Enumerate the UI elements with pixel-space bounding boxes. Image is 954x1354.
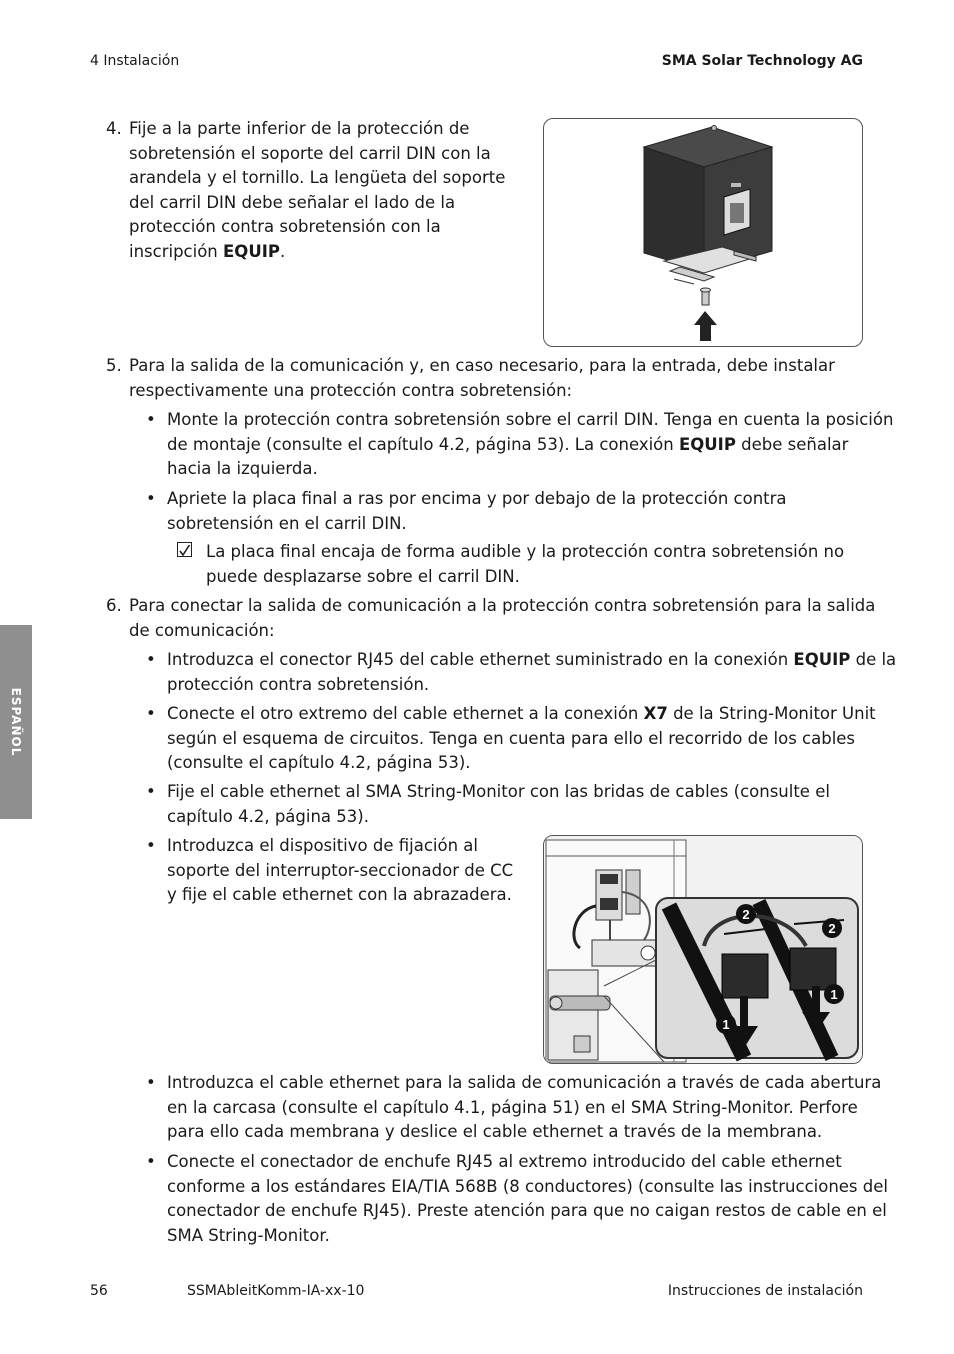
- text-line: en la carcasa (consulte el capítulo 4.1, página 51) en el SMA String-Monitor. Perfore: [167, 1097, 858, 1117]
- text-line: conforme a los estándares EIA/TIA 568B (8 conductores) (consulte las instrucciones del: [167, 1176, 888, 1196]
- text-line: sobretensión en el carril DIN.: [167, 513, 407, 533]
- cable-clamp-figure: [543, 835, 863, 1064]
- callout-2-top: [736, 904, 756, 924]
- text-line: y fije el cable ethernet con la abrazadera.: [167, 885, 512, 905]
- text-line: sobretensión el soporte del carril DIN con la: [129, 143, 491, 163]
- svg-text:1: 1: [830, 987, 838, 1002]
- text-line: de montaje (consulte el capítulo 4.2, página 53). La conexión EQUIP debe señalar: [167, 434, 849, 454]
- svg-text:2: 2: [828, 921, 836, 936]
- document-code: SSMAbleitKomm-IA-xx-10: [187, 1283, 365, 1299]
- step-text: [129, 594, 875, 643]
- checkmark-icon: [177, 542, 192, 557]
- text-line: hacia la izquierda.: [167, 459, 318, 479]
- surge-protector-figure: [543, 118, 863, 347]
- svg-text:2: 2: [742, 907, 750, 922]
- text-line: del carril DIN debe señalar el lado de la: [129, 192, 456, 212]
- document-title: Instrucciones de instalación: [667, 1283, 863, 1299]
- step-text: [129, 117, 505, 265]
- text-line: Apriete la placa final a ras por encima y por debajo de la protección contra: [167, 489, 787, 508]
- text-line: respectivamente una protección contra sobretensión:: [129, 380, 573, 400]
- text-line: Introduzca el conector RJ45 del cable ethernet suministrado en la conexión EQUIP de la: [167, 650, 897, 669]
- text-line: de comunicación:: [129, 620, 275, 640]
- step-text: [129, 354, 835, 403]
- result-text: [206, 540, 844, 589]
- text-line: protección contra sobretensión.: [167, 674, 430, 694]
- language-label: ESPAÑOL: [9, 687, 23, 757]
- header-company: SMA Solar Technology AG: [661, 53, 863, 69]
- text-line: Fije a la parte inferior de la protección de: [129, 119, 470, 138]
- text-line: Conecte el conectador de enchufe RJ45 al extremo introducido del cable ethernet: [167, 1152, 842, 1171]
- cable-clamp-illustration: [544, 836, 862, 1063]
- text-line: Fije el cable ethernet al SMA String-Monitor con las bridas de cables (consulte el: [167, 782, 830, 801]
- callout-1-left: [716, 1014, 736, 1034]
- step-number: 6.: [106, 596, 122, 615]
- text-line: SMA String-Monitor.: [167, 1225, 330, 1245]
- text-line: Monte la protección contra sobretensión sobre el carril DIN. Tenga en cuenta la posición: [167, 410, 894, 429]
- header-section: 4 Instalación: [90, 53, 180, 69]
- text-line: inscripción EQUIP.: [129, 241, 286, 261]
- text-line: conectador de enchufe RJ45). Preste atención para que no caigan restos de cable en el: [167, 1201, 887, 1221]
- text-line: soporte del interruptor-seccionador de CC: [167, 860, 514, 880]
- text-line: (consulte el capítulo 4.2, página 53).: [167, 753, 471, 773]
- language-side-tab: [0, 625, 32, 819]
- text-line: Conecte el otro extremo del cable ethernet a la conexión X7 de la String-Monitor Unit: [167, 704, 876, 723]
- text-line: para ello cada membrana y deslice el cable ethernet a través de la membrana.: [167, 1122, 823, 1142]
- text-line: según el esquema de circuitos. Tenga en cuenta para ello el recorrido de los cables: [167, 728, 856, 748]
- text-line: Introduzca el cable ethernet para la salida de comunicación a través de cada abertura: [167, 1073, 882, 1092]
- page-number: 56: [90, 1283, 108, 1299]
- step-number: 5.: [106, 356, 122, 375]
- text-line: Para conectar la salida de comunicación a la protección contra sobretensión para la salida: [129, 596, 876, 615]
- surge-protector-illustration: [544, 119, 862, 346]
- callout-1-right: [824, 984, 844, 1004]
- step-number: 4.: [106, 119, 122, 138]
- callout-2-right: [822, 918, 842, 938]
- text-line: puede desplazarse sobre el carril DIN.: [206, 566, 520, 586]
- text-line: Para la salida de la comunicación y, en caso necesario, para la entrada, debe instalar: [129, 356, 835, 375]
- svg-text:1: 1: [722, 1017, 730, 1032]
- text-line: arandela y el tornillo. La lengüeta del soporte: [129, 168, 506, 188]
- text-line: capítulo 4.2, página 53).: [167, 806, 369, 826]
- text-line: protección contra sobretensión con la: [129, 217, 441, 237]
- text-line: La placa final encaja de forma audible y la protección contra sobretensión no: [206, 542, 845, 561]
- text-line: Introduzca el dispositivo de fijación al: [167, 836, 478, 855]
